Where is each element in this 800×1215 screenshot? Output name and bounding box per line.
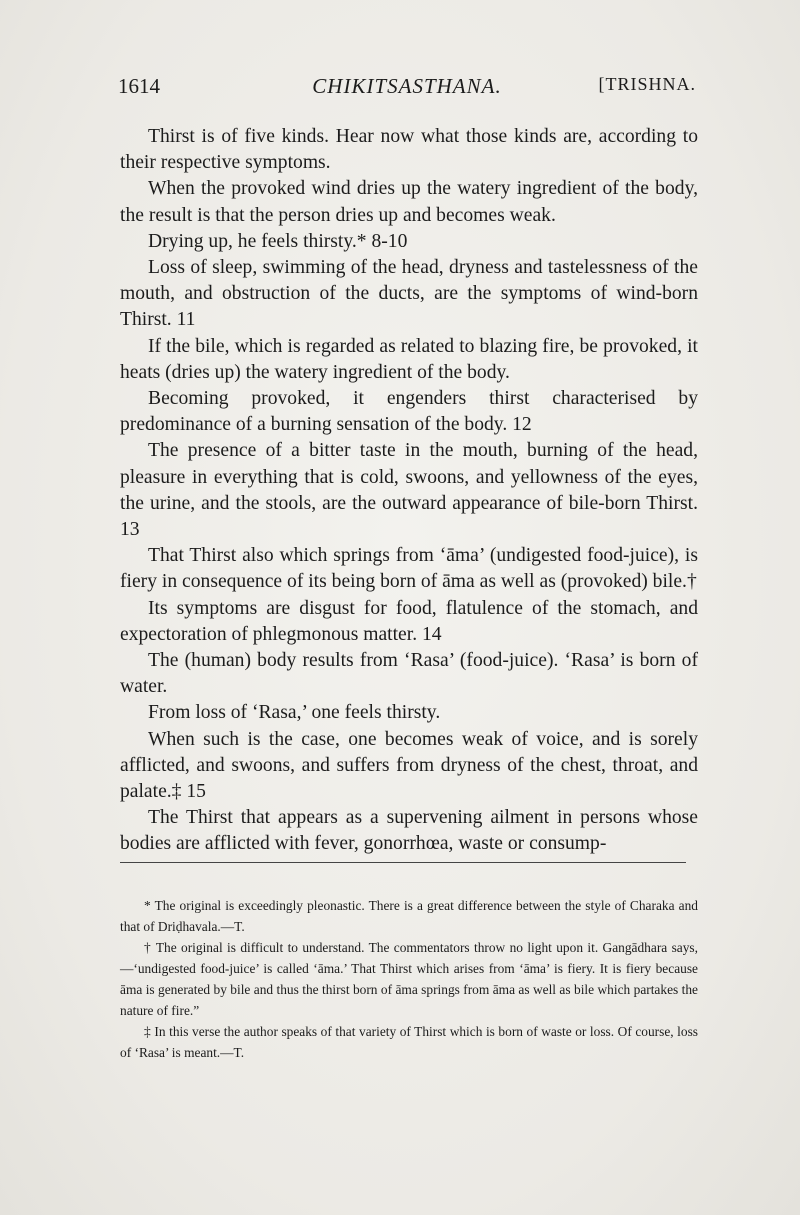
paragraph: When such is the case, one becomes weak of voice, and is sorely afflicted, and swoons, and suffers from dryness of the chest, throat, and palate.‡ 15 bbox=[120, 728, 698, 803]
paragraph: Becoming provoked, it engenders thirst characterised by predominance of a burning sensation of the body. 12 bbox=[120, 388, 698, 436]
footnote-divider bbox=[120, 862, 686, 863]
paragraph: From loss of ‘Rasa,’ one feels thirsty. bbox=[148, 702, 441, 724]
paragraph: The Thirst that appears as a supervening ailment in persons whose bodies are afflicted with fever, gonorrhœa, waste or consump- bbox=[120, 807, 698, 855]
footnotes bbox=[120, 895, 698, 1063]
running-title: CHIKITSASTHANA. bbox=[312, 74, 502, 98]
paragraph: Loss of sleep, swimming of the head, dryness and tastelessness of the mouth, and obstruction of the ducts, are the symptoms of wind-born Thirst. 11 bbox=[120, 257, 698, 331]
main-text bbox=[120, 124, 698, 858]
page-number: 1614 bbox=[118, 74, 160, 98]
paragraph: If the bile, which is regarded as related to blazing fire, be provoked, it heats (dries up) the watery ingredient of the body. bbox=[120, 335, 698, 383]
paragraph: Thirst is of five kinds. Hear now what those kinds are, according to their respective symptoms. bbox=[120, 126, 698, 174]
paragraph: The (human) body results from ‘Rasa’ (food-juice). ‘Rasa’ is born of water. bbox=[120, 650, 698, 698]
paragraph: The presence of a bitter taste in the mouth, burning of the head, pleasure in everything that is cold, swoons, and yellowness of the eyes, the urine, and the stools, are the outward appearance of bile-born Thirst. 13 bbox=[120, 440, 698, 541]
footnote: † The original is difficult to understand. The commentators throw no light upon it. Gangādhara says,—‘undigested food-juice’ is called ‘āma.’ That Thirst which arises from ‘āma’ is fiery. It is fiery because āma is generated by bile and thus the thirst born of āma springs from āma as well as bile which partakes the nature of fire.” bbox=[120, 940, 698, 1018]
paragraph: When the provoked wind dries up the watery ingredient of the body, the result is that the person dries up and becomes weak. bbox=[120, 178, 698, 226]
page-header bbox=[118, 74, 696, 104]
paragraph: That Thirst also which springs from ‘āma’ (undigested food-juice), is fiery in consequence of its being born of āma as well as (provoked) bile.† bbox=[120, 545, 698, 593]
paragraph: Its symptoms are disgust for food, flatulence of the stomach, and expectoration of phlegmonous matter. 14 bbox=[120, 597, 698, 645]
paragraph: Drying up, he feels thirsty.* 8-10 bbox=[148, 230, 408, 252]
section-title: [TRISHNA. bbox=[598, 74, 696, 94]
footnote: * The original is exceedingly pleonastic. There is a great difference between the style of Charaka and that of Driḍhavala.—T. bbox=[120, 898, 698, 934]
footnote: ‡ In this verse the author speaks of that variety of Thirst which is born of waste or loss. Of course, loss of ‘Rasa’ is meant.—T. bbox=[120, 1024, 698, 1060]
